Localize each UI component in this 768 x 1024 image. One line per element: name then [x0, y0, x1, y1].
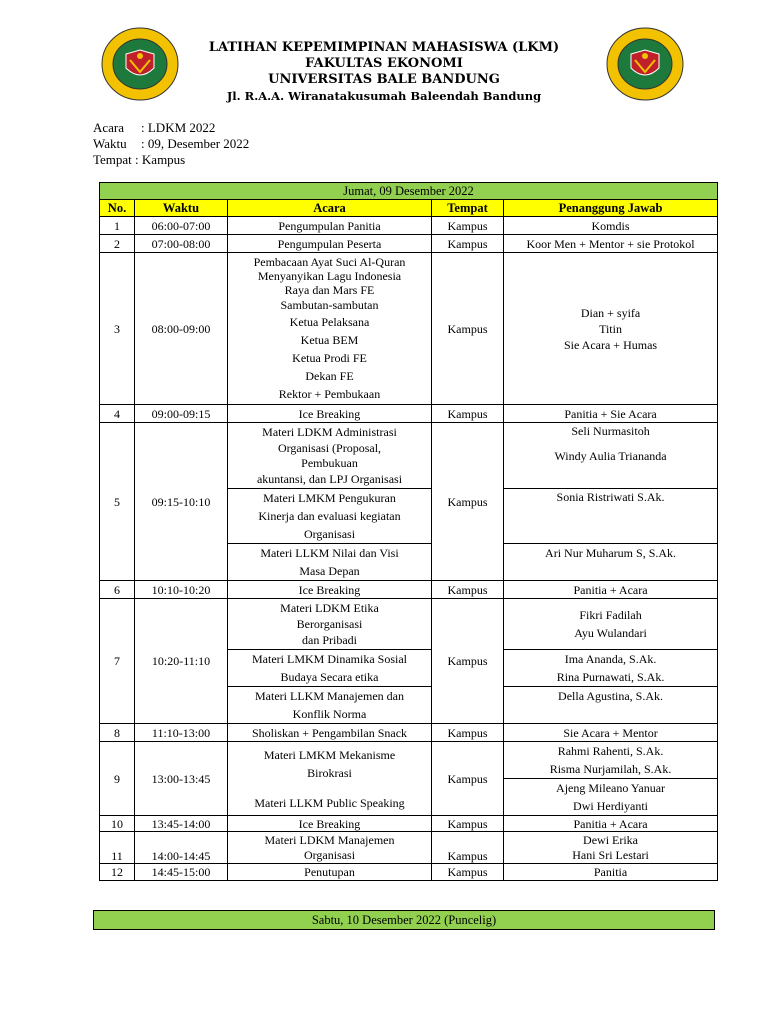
- row-no: 5: [100, 423, 135, 581]
- table-row: [100, 581, 718, 599]
- letterhead-title: LATIHAN KEPEMIMPINAN MAHASISWA (LKM): [208, 40, 560, 55]
- pj-line: Sonia Ristriwati S.Ak.: [556, 490, 665, 504]
- pj-line: Windy Aulia Triananda: [554, 449, 667, 463]
- acara-line: Dekan FE: [305, 368, 354, 383]
- pj-line: Seli Nurmasitoh: [571, 424, 650, 438]
- row-acara: Ice Breaking: [228, 581, 432, 599]
- acara-key: Acara: [93, 120, 125, 135]
- acara-line: Materi LLKM Nilai dan Visi: [260, 546, 399, 560]
- row-tempat: Kampus: [432, 864, 504, 881]
- pj-line: Rahmi Rahenti, S.Ak.: [557, 744, 664, 758]
- row-pj: Panitia: [504, 864, 718, 881]
- pj-line: Dwi Herdiyanti: [573, 799, 649, 813]
- pj-line: Titin: [599, 321, 622, 336]
- acara-line: Materi LMKM Mekanisme: [263, 747, 396, 762]
- table-row: [100, 405, 718, 423]
- acara-line: Sambutan-sambutan: [280, 297, 379, 312]
- table-row: [100, 253, 718, 405]
- row-tempat: Kampus: [432, 253, 504, 405]
- row-tempat: Kampus: [432, 405, 504, 423]
- row-no: 3: [100, 253, 135, 405]
- col-acara: Acara: [228, 200, 432, 217]
- row-tempat: Kampus: [432, 724, 504, 742]
- acara-line: Materi LDKM Administrasi: [262, 424, 397, 439]
- row-waktu: 10:10-10:20: [135, 581, 228, 599]
- acara-line: Materi LDKM Etika: [280, 601, 379, 615]
- row-waktu: 07:00-08:00: [135, 235, 228, 253]
- pj-line: Risma Nurjamilah, S.Ak.: [549, 762, 672, 776]
- table-header: [100, 200, 718, 217]
- acara-line: Materi LLKM Manajemen dan: [255, 689, 404, 703]
- row-no: 11: [100, 832, 135, 864]
- col-no: No.: [100, 200, 135, 217]
- row-no: 8: [100, 724, 135, 742]
- row-pj: [504, 779, 718, 816]
- col-waktu: Waktu: [135, 200, 228, 217]
- letterhead-faculty: FAKULTAS EKONOMI: [305, 56, 463, 71]
- row-no: 9: [100, 742, 135, 816]
- row-acara: Sholiskan + Pengambilan Snack: [228, 724, 432, 742]
- table-row: [100, 235, 718, 253]
- acara-line: Materi LLKM Public Speaking: [254, 795, 405, 810]
- acara-line: Materi LMKM Pengukuran: [263, 491, 396, 505]
- row-no: 2: [100, 235, 135, 253]
- row-waktu: 11:10-13:00: [135, 724, 228, 742]
- acara-value: : LDKM 2022: [141, 120, 216, 135]
- table-row: [100, 832, 718, 864]
- bem-logo: [605, 26, 685, 102]
- row-pj: [504, 687, 718, 724]
- acara-line: Rektor + Pembukaan: [278, 386, 381, 401]
- waktu-key: Waktu: [93, 136, 127, 151]
- row-pj: Sie Acara + Mentor: [504, 724, 718, 742]
- col-pj: Penanggung Jawab: [504, 200, 718, 217]
- row-pj: Koor Men + Mentor + sie Protokol: [504, 235, 718, 253]
- letterhead-university: UNIVERSITAS BALE BANDUNG: [268, 72, 500, 87]
- row-acara: [228, 253, 432, 405]
- acara-line: Materi LDKM Manajemen: [264, 832, 395, 847]
- pj-line: Sie Acara + Humas: [563, 337, 658, 352]
- schedule-table: [99, 182, 718, 881]
- pj-line: Dewi Erika: [583, 832, 639, 847]
- row-pj: Panitia + Sie Acara: [504, 405, 718, 423]
- row-no: 6: [100, 581, 135, 599]
- row-tempat: Kampus: [432, 816, 504, 832]
- table-row: [100, 423, 718, 489]
- acara-line: Konflik Norma: [292, 707, 367, 721]
- row-no: 1: [100, 217, 135, 235]
- row-waktu: 14:00-14:45: [135, 832, 228, 864]
- row-waktu: 06:00-07:00: [135, 217, 228, 235]
- row-no: 12: [100, 864, 135, 881]
- row-acara: Ice Breaking: [228, 405, 432, 423]
- row-acara: Penutupan: [228, 864, 432, 881]
- row-pj: Panitia + Acara: [504, 581, 718, 599]
- row-acara: [228, 832, 432, 864]
- row-acara: [228, 742, 432, 816]
- row-no: 10: [100, 816, 135, 832]
- row-acara: [228, 650, 432, 687]
- col-tempat: Tempat: [432, 200, 504, 217]
- row-acara: Ice Breaking: [228, 816, 432, 832]
- acara-line: Kinerja dan evaluasi kegiatan: [258, 509, 401, 523]
- table-row: [100, 864, 718, 881]
- row-tempat: Kampus: [432, 217, 504, 235]
- fakultas-ekonomi-logo: [100, 26, 180, 102]
- day-title: Jumat, 09 Desember 2022: [100, 183, 718, 200]
- row-acara: [228, 423, 432, 489]
- pj-line: Ari Nur Muharum S, S.Ak.: [545, 546, 677, 560]
- row-waktu: 14:45-15:00: [135, 864, 228, 881]
- row-pj: [504, 742, 718, 779]
- acara-line: Ketua Prodi FE: [292, 350, 367, 365]
- row-pj: [504, 599, 718, 650]
- tempat-value: : Kampus: [135, 152, 186, 167]
- table-row: [100, 724, 718, 742]
- acara-line: akuntansi, dan LPJ Organisasi: [256, 471, 403, 486]
- pj-line: Hani Sri Lestari: [572, 847, 649, 862]
- row-waktu: 13:00-13:45: [135, 742, 228, 816]
- acara-line: Budaya Secara etika: [280, 670, 379, 684]
- table-row: [100, 217, 718, 235]
- waktu-value: : 09, Desember 2022: [141, 136, 250, 151]
- row-tempat: Kampus: [432, 235, 504, 253]
- row-no: 7: [100, 599, 135, 724]
- row-acara: Pengumpulan Peserta: [228, 235, 432, 253]
- acara-line: Raya dan Mars FE: [284, 282, 375, 297]
- row-tempat: Kampus: [432, 742, 504, 816]
- table-row: [100, 742, 718, 779]
- row-tempat: Kampus: [432, 832, 504, 864]
- pj-line: Ajeng Mileano Yanuar: [556, 781, 666, 795]
- acara-line: dan Pribadi: [302, 633, 357, 647]
- acara-line: Menyanyikan Lagu Indonesia: [257, 268, 402, 283]
- acara-line: Organisasi (Proposal,: [277, 440, 382, 455]
- row-acara: [228, 544, 432, 581]
- row-tempat: Kampus: [432, 423, 504, 581]
- pj-line: Ima Ananda, S.Ak.: [564, 652, 657, 666]
- row-pj: Panitia + Acara: [504, 816, 718, 832]
- acara-line: Ketua BEM: [300, 332, 359, 347]
- acara-line: Organisasi: [303, 847, 356, 862]
- row-acara: [228, 687, 432, 724]
- row-pj: Komdis: [504, 217, 718, 235]
- row-tempat: Kampus: [432, 581, 504, 599]
- row-pj: [504, 832, 718, 864]
- row-acara: Pengumpulan Panitia: [228, 217, 432, 235]
- row-waktu: 09:00-09:15: [135, 405, 228, 423]
- event-meta: [93, 120, 249, 168]
- pj-line: Fikri Fadilah: [579, 608, 642, 622]
- row-pj: [504, 253, 718, 405]
- row-no: 4: [100, 405, 135, 423]
- row-acara: [228, 599, 432, 650]
- row-tempat: Kampus: [432, 599, 504, 724]
- acara-line: Organisasi: [303, 527, 356, 541]
- tempat-key: Tempat: [93, 152, 132, 167]
- row-pj: [504, 650, 718, 687]
- day-band: [100, 183, 718, 200]
- acara-line: Ketua Pelaksana: [289, 314, 370, 329]
- letterhead-address: Jl. R.A.A. Wiranatakusumah Baleendah Bandung: [226, 89, 542, 103]
- pj-line: Dian + syifa: [580, 305, 641, 320]
- acara-line: Pembacaan Ayat Suci Al-Quran: [253, 254, 406, 269]
- row-pj: [504, 489, 718, 544]
- pj-line: Ayu Wulandari: [574, 626, 647, 640]
- letterhead: [180, 40, 588, 104]
- acara-line: Pembukuan: [301, 455, 358, 470]
- row-pj: [504, 423, 718, 489]
- row-waktu: 08:00-09:00: [135, 253, 228, 405]
- table-row: [100, 816, 718, 832]
- table-row: [100, 599, 718, 650]
- acara-line: Masa Depan: [299, 564, 360, 578]
- pj-line: Rina Purnawati, S.Ak.: [556, 670, 665, 684]
- row-waktu: 09:15-10:10: [135, 423, 228, 581]
- acara-line: Berorganisasi: [296, 617, 363, 631]
- acara-line: Birokrasi: [307, 765, 352, 780]
- row-acara: [228, 489, 432, 544]
- day2-band: Sabtu, 10 Desember 2022 (Puncelig): [93, 910, 715, 930]
- pj-line: Della Agustina, S.Ak.: [558, 689, 664, 703]
- row-waktu: 10:20-11:10: [135, 599, 228, 724]
- row-waktu: 13:45-14:00: [135, 816, 228, 832]
- acara-line: Materi LMKM Dinamika Sosial: [252, 652, 407, 666]
- row-pj: [504, 544, 718, 581]
